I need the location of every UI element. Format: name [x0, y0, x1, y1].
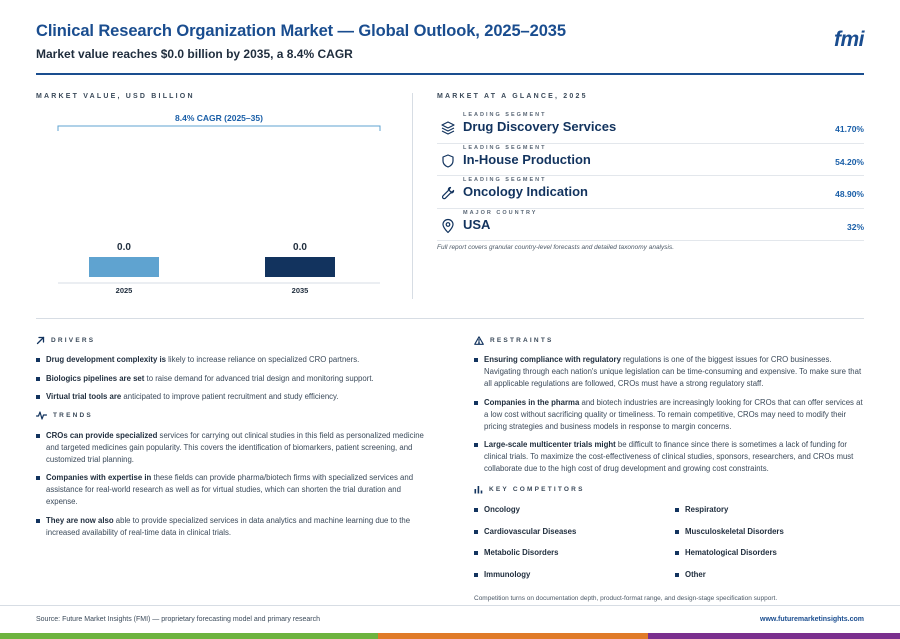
glance-kicker: MAJOR COUNTRY — [463, 209, 538, 216]
glance-country-name: USA — [463, 216, 491, 232]
bar-2035 — [265, 257, 335, 277]
cagr-bracket — [58, 126, 380, 131]
restraint-item: Companies in the pharma and biotech industries are increasingly looking for CROs that can offer services at a low cost without sacrificing quality or timeliness. To remain competitive, CROs may need to modify their pricing strategies and business models in response to margin concerns. — [474, 397, 864, 433]
market-value-chart — [36, 107, 402, 303]
bar-2025 — [89, 257, 159, 277]
strip-orange — [378, 633, 648, 639]
market-glance-label: MARKET AT A GLANCE, 2025 — [437, 93, 588, 100]
page-subtitle: Market value reaches $0.0 billion by 2035, a 8.4% CAGR — [36, 47, 353, 61]
driver-item: Drug development complexity is likely to increase reliance on specialized CRO partners. — [36, 354, 428, 366]
competitors-footnote: Competition turns on documentation depth, product-format range, and design-stage specification support. — [474, 594, 778, 602]
restraints-list — [474, 354, 864, 475]
website-link[interactable]: www.futuremarketinsights.com — [760, 616, 864, 623]
glance-segment-name: In-House Production — [463, 151, 591, 167]
trend-arrow-icon — [36, 336, 45, 345]
header-divider — [36, 73, 864, 75]
wrench-icon — [440, 185, 456, 201]
report-header — [36, 22, 864, 61]
source-note: Source: Future Market Insights (FMI) — proprietary forecasting model and primary research — [36, 616, 320, 623]
market-value-panel — [36, 93, 402, 303]
driver-item: Virtual trial tools are anticipated to improve patient recruitment and study efficiency. — [36, 391, 428, 403]
glance-country-share: 32% — [846, 221, 864, 232]
competitor-item: Immunology — [474, 569, 675, 581]
brand-color-strip — [0, 633, 900, 639]
glance-row-production[interactable] — [437, 144, 864, 177]
glance-row-country[interactable] — [437, 209, 864, 242]
bar-chart-icon — [474, 485, 483, 494]
restraints-heading — [474, 334, 864, 346]
section-divider — [36, 318, 864, 319]
bar-value-label: 0.0 — [293, 242, 307, 253]
glance-row-segment-type[interactable] — [437, 111, 864, 144]
glance-kicker: LEADING SEGMENT — [463, 177, 547, 183]
restraint-item: Ensuring compliance with regulatory regulations is one of the biggest issues for CRO businesses. Navigating through each nation's unique legislation can be time-consuming and expensive. To make sure that all applicable regulations are followed, CROs must have a strong regulatory staff. — [474, 354, 864, 390]
market-glance-panel — [437, 93, 864, 303]
trends-label: TRENDS — [53, 412, 93, 419]
competitor-item: Oncology — [474, 504, 675, 516]
competitor-item: Metabolic Disorders — [474, 547, 675, 559]
glance-segment-share: 41.70% — [835, 124, 864, 134]
map-pin-icon — [440, 218, 456, 234]
competitor-item: Hematological Disorders — [675, 547, 864, 559]
warning-icon — [474, 336, 484, 345]
competitor-item: Cardiovascular Diseases — [474, 526, 675, 538]
driver-item: Biologics pipelines are set to raise demand for advanced trial design and monitoring support. — [36, 373, 428, 385]
competitor-item: Respiratory — [675, 504, 864, 516]
strip-green — [0, 633, 378, 639]
pulse-icon — [36, 411, 47, 420]
bar-value-label: 0.0 — [117, 242, 131, 253]
glance-row-indication[interactable] — [437, 176, 864, 209]
competitors-grid — [474, 504, 864, 581]
x-tick-label: 2035 — [291, 286, 309, 295]
drivers-label: DRIVERS — [51, 336, 96, 344]
glance-footnote: Full report covers granular country-level forecasts and detailed taxonomy analysis. — [437, 244, 675, 251]
trend-item: They are now also able to provide specialized services in data analytics and machine learning due to the increased availability of real-time data in clinical trials. — [36, 515, 428, 539]
glance-segment-share: 48.90% — [835, 189, 864, 199]
strip-purple — [648, 633, 900, 639]
glance-kicker: LEADING SEGMENT — [463, 144, 547, 151]
page-title: Clinical Research Organization Market — Global Outlook, 2025–2035 — [36, 22, 566, 40]
market-value-label: MARKET VALUE, USD BILLION — [36, 93, 195, 100]
drivers-trends-column — [36, 334, 428, 545]
glance-list — [437, 111, 864, 241]
glance-segment-share: 54.20% — [835, 156, 864, 167]
cagr-label: 8.4% CAGR (2025–35) — [175, 113, 263, 123]
drivers-heading — [36, 334, 428, 346]
glance-segment-name: Drug Discovery Services — [463, 119, 617, 134]
trend-item: CROs can provide specialized services for carrying out clinical studies in this field as personalized medicine and targeted medicines gain popularity. This covers the identification of biomarkers, patient screening, and customized trial planning. — [36, 430, 428, 466]
fmi-logo[interactable]: fmi — [834, 28, 864, 51]
competitor-item: Other — [675, 569, 864, 581]
restraint-item: Large-scale multicenter trials might be difficult to finance since there is sometimes a lack of funding for clinical trials. To maximize the cost-effectiveness of clinical studies, sponsors, researchers, and CROs must collaborate due to the high cost of drug development and growing cost constraints. — [474, 439, 864, 475]
panel-divider — [412, 93, 413, 299]
competitor-item: Musculoskeletal Disorders — [675, 526, 864, 538]
competitors-label: KEY COMPETITORS — [489, 485, 585, 493]
restraints-label: RESTRAINTS — [490, 336, 554, 344]
shield-icon — [440, 153, 456, 169]
trends-list — [36, 430, 428, 539]
layers-icon — [440, 120, 456, 136]
drivers-list — [36, 354, 428, 403]
restraints-competitors-column — [474, 334, 864, 602]
x-tick-label: 2025 — [115, 286, 133, 295]
glance-kicker: LEADING SEGMENT — [463, 112, 547, 118]
glance-segment-name: Oncology Indication — [463, 184, 588, 199]
competitors-heading — [474, 483, 864, 495]
trends-heading — [36, 410, 428, 422]
trend-item: Companies with expertise in these fields can provide pharma/biotech firms with specialized services and assistance for real-world research as well as for virtual studies, which can shorten the trial duration and expense. — [36, 472, 428, 508]
footer-divider — [0, 605, 900, 606]
